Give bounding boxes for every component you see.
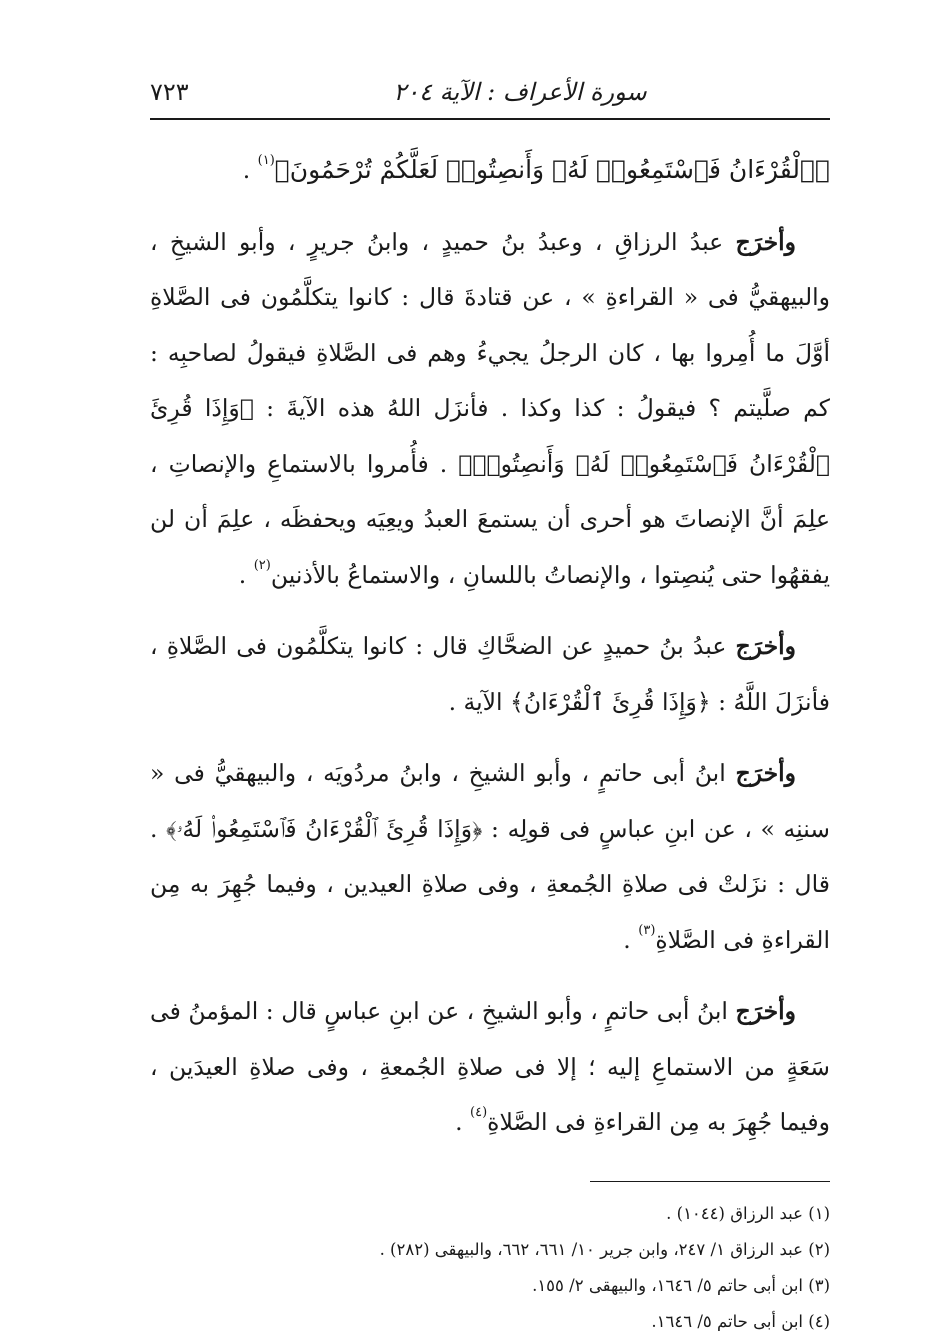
footnote-2: (٢) عبد الرزاق ١/ ٢٤٧، وابن جرير ١٠/ ٦٦١، ٦٦٢، والبيهقى (٢٨٢) . — [379, 1239, 830, 1259]
paragraph-lead: وأخرَج — [735, 227, 796, 256]
paragraph-3 — [150, 619, 830, 730]
paragraph-end: . — [455, 1108, 471, 1136]
quran-verse: ﴿ٱلْقُرْءَانُ فَٱسْتَمِعُوا۟ لَهُۥ وَأَنصِتُوا۟ لَعَلَّكُمْ تُرْحَمُونَ﴾ — [274, 155, 830, 184]
paragraph-end: . — [238, 560, 254, 589]
paragraph-1 — [150, 142, 830, 199]
paragraph-text: ابنُ أبى حاتمٍ ، وأبو الشيخِ ، عن ابنِ عباسٍ قال : المؤمنُ فى سَعَةٍ من الاستماعِ إليه ؛ إلا فى صلاةِ الجُمعةِ ، وفى صلاةِ العيدَين ، وفيما جُهِرَ به مِن القراءةِ فى الصَّلاةِ — [150, 997, 830, 1136]
paragraph-lead: وأخرَج — [735, 632, 796, 660]
running-head — [150, 70, 830, 120]
footnote-4: (٤) ابن أبى حاتم ٥/ ١٦٤٦. — [651, 1311, 830, 1331]
paragraph-lead: وأخرَج — [735, 759, 796, 787]
page-number: ٧٢٣ — [150, 78, 189, 106]
running-title: سورة الأعراف : الآية ٢٠٤ — [393, 78, 647, 106]
footnote-ref: (٢) — [253, 557, 271, 573]
page — [150, 70, 830, 1331]
footnote-divider — [590, 1181, 830, 1182]
footnote-3: (٣) ابن أبى حاتم ٥/ ١٦٤٦، والبيهقى ٢/ ١٥٥. — [532, 1275, 830, 1295]
paragraph-lead: وأخرَج — [735, 997, 796, 1025]
paragraph-text: عبدُ الرزاقِ ، وعبدُ بنُ حميدٍ ، وابنُ جريرٍ ، وأبو الشيخِ ، والبيهقيُّ فى « القراءةِ » ، عن قتادةَ قال : كانوا يتكلَّمُون فى الصَّلاةِ أوَّلَ ما أُمِروا بها ، كان الرجلُ يجيءُ وهم فى الصَّلاةِ فيقولُ لصاحبِه : كم صلَّيتم ؟ فيقولُ : كذا وكذا . فأنزَل اللهُ هذه الآيةَ : ﴿وَإِذَا قُرِئَ ٱلْقُرْءَانُ فَٱسْتَمِعُوا۟ لَهُۥ وَأَنصِتُوا۟﴾ . فأُمروا بالاستماعِ والإنصاتِ ، علِمَ أنَّ الإنصاتَ هو أحرى أن يستمعَ العبدُ ويعِيَه ويحفظَه ، علِمَ أن لن يفقهُوا حتى يُنصِتوا ، والإنصاتُ باللسانِ ، والاستماعُ بالأذنين — [150, 227, 830, 589]
paragraph-end: . — [623, 925, 639, 954]
footnote-ref: (٤) — [470, 1105, 488, 1120]
paragraph-5 — [150, 984, 830, 1151]
footnote-ref: (١) — [257, 153, 275, 168]
footnote-ref: (٣) — [638, 922, 656, 938]
paragraph-4 — [150, 746, 830, 968]
paragraph-end: . — [242, 156, 258, 184]
paragraph-text: عبدُ بنُ حميدٍ عن الضحَّاكِ قال : كانوا يتكلَّمُون فى الصَّلاةِ ، فأنزَلَ اللَّهُ : ﴿وَإِذَا قُرِئَ ٱلْقُرْءَانُ﴾ الآية . — [150, 632, 830, 716]
paragraph-2 — [150, 215, 830, 604]
footnotes — [150, 1196, 830, 1340]
body-text — [150, 142, 830, 1151]
footnote-1: (١) عبد الرزاق (١٠٤٤) . — [666, 1203, 830, 1223]
paragraph-text: ابنُ أبى حاتمٍ ، وأبو الشيخِ ، وابنُ مردُويَه ، والبيهقيُّ فى « سننِه » ، عن ابنِ عباسٍ فى قولِه : ﴿وَإِذَا قُرِئَ ٱلْقُرْءَانُ فَٱسْتَمِعُوا۟ لَهُۥ﴾ . قال : نزَلتْ فى صلاةِ الجُمعةِ ، وفى صلاةِ العيدين ، وفيما جُهِرَ به مِن القراءةِ فى الصَّلاةِ — [150, 759, 830, 954]
